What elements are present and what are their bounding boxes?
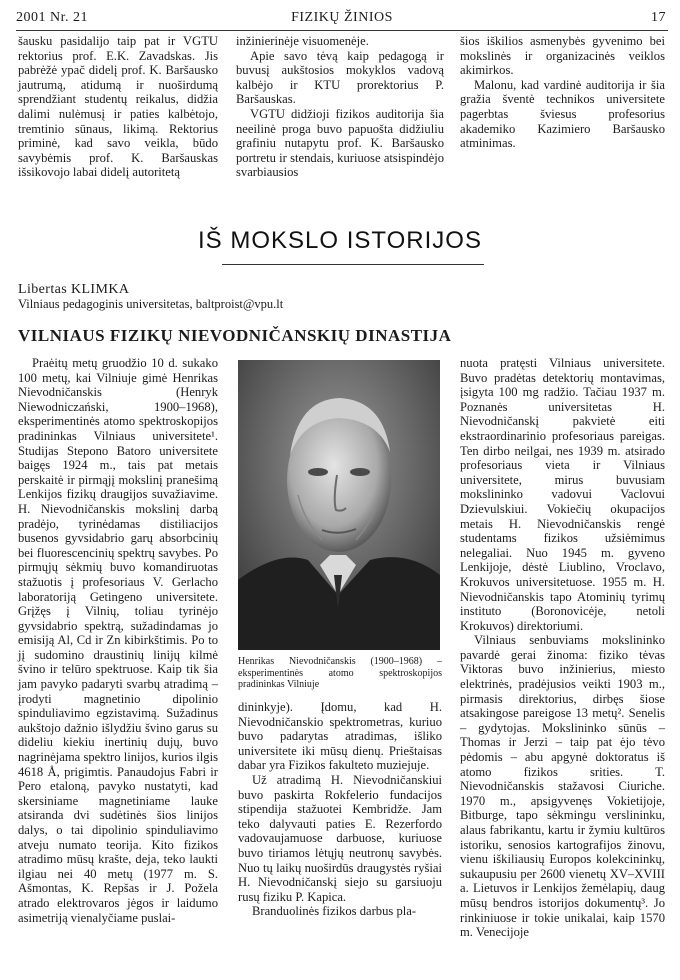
paragraph: šausku pasidalijo taip pat ir VGTU rektorius prof. E.K. Zavadskas. Jis pabrėžė ypač didelį prof. K. Baršausko jautrumą, atidumą ir nuoširdumą sprendžiant studentų reikalus, didžia dalimi nulėmusį ir paties kalbėtojo, tremtinio sūnaus, likimą. Rektorius priminė, kad savo veikla, būdo savybėmis prof. K. Baršauskas išsikovojo labai didelį autoritetą xyxy=(18,34,218,180)
author-name: Libertas KLIMKA xyxy=(18,282,130,297)
paragraph: Apie savo tėvą kaip pedagogą ir buvusį aukštosios mokyklos vadovą kalbėjo ir KTU prorektorius P. Baršauskas. xyxy=(236,48,444,107)
section-title: IŠ MOKSLO ISTORIJOS xyxy=(198,227,482,254)
top-column-1 xyxy=(18,34,218,180)
paragraph: VGTU didžioji fizikos auditorija šia neeilinė proga buvo papuošta didžiuliu grafiniu nutapytu prof. K. Baršausko portretu ir stendais, kuriuose atsispindėjo svarbiausios xyxy=(236,106,444,180)
portrait-photo xyxy=(238,360,440,650)
section-divider xyxy=(222,264,484,265)
top-column-2 xyxy=(236,34,444,180)
paragraph: Branduolinės fizikos darbus pla- xyxy=(252,904,417,919)
paragraph: Už atradimą H. Nievodničanskiui buvo paskirta Rokfelerio fundacijos stipendija stažuotei Kembridže. Jam teko dalyvauti paties E. Rezerfordo vadovaujamuose darbuose, kuriuose buvo tiriamos lėtųjų neutronų savybės. Nuo tų laikų nuoširdūs draugystės ryšiai H. Nievodničanskį siejo su garsiuoju rusų fiziku P. Kapica. xyxy=(238,772,442,904)
article-column-2 xyxy=(238,700,442,919)
photo-caption: Henrikas Nievodničanskis (1900–1968) – eksperimentinės atomo spektroskopijos pradininkas Vilniuje xyxy=(238,656,442,690)
paragraph: Vilniaus senbuviams mokslininko pavardė gerai žinoma: fiziko tėvas Viktoras buvo inžinierius, miesto elektrinės, pradėjusios veikti 1903 m., pirmasis direktorius, dirbęs šiose atsakingose pareigose 13 metų². Senelis – gydytojas. Mokslininko sūnūs – Thomas ir Jerzi – taip pat ėjo tėvo pėdomis – abu apgynė doktoratus iš atomo fizikos srities. T. Nievodničanskis stažavosi Ciuriche. 1970 m., apsigyvenęs Vokietijoje, Bitburge, tapo sėkmingu verslininku, alaus fabrikantu, kartu ir žymiu kultūros istoriku, senosios kartografijos žinovu, vienu iškiliausių Europos kolekcininkų, sukaupusiu per 2600 vienetų XV–XVIII a. Lietuvos ir Lenkijos žemėlapių, daug mūsų bendros istorijos dokumentų³. Jo rinkiniuose ir tokie unikalai, kaip 1570 m. Venecijoje xyxy=(460,633,665,940)
running-header xyxy=(16,8,668,31)
paragraph: nuota pratęsti Vilniaus universitete. Buvo pradėtas detektorių montavimas, įsigyta 100 mg radžio. Tačiau 1937 m. Poznanės universitetas H. Nievodničanskį pakvietė eiti ekstraordinarinio profesoriaus pareigas. Ten dirbo neilgai, nes 1939 m. atsirado profesoriaus vieta ir Vilniaus universitete, mirus buvusiam mokslininko vadovui Vaclovui Dzievulskiui. Vokiečių okupacijos metais H. Nievodničanskis rengė studentams fizikos užsiėmimus nelegaliai. Nuo 1945 m. gyveno Lenkijoje, dėstė Liublino, Vroclavo, Krokuvos universitetuose. 1955 m. H. Nievodničanskis tapo Atominių tyrimų instituto (Boronovicėje, netoli Krokuvos) direktoriumi. xyxy=(460,356,665,633)
article-column-3 xyxy=(460,356,665,940)
article-column-1 xyxy=(18,356,218,925)
paragraph: inžinierinėje visuomenėje. xyxy=(236,34,369,48)
top-column-3 xyxy=(460,34,665,151)
page-number: 17 xyxy=(651,10,666,25)
article-title: VILNIAUS FIZIKŲ NIEVODNIČANSKIŲ DINASTIJA xyxy=(18,326,452,345)
paragraph: Malonu, kad vardinė auditorija ir šia gražia šventė technikos universitete pagerbtas šviesus profesorius akademiko Kazimiero Baršausko atminimas. xyxy=(460,77,665,151)
paragraph: šios iškilios asmenybės gyvenimo bei mokslinės ir organizacinės veiklos akimirkos. xyxy=(460,34,665,78)
issue-number: 2001 Nr. 21 xyxy=(16,10,88,25)
journal-title: FIZIKŲ ŽINIOS xyxy=(291,10,393,25)
author-affiliation: Vilniaus pedagoginis universitetas, baltproist@vpu.lt xyxy=(18,297,284,311)
paragraph: dininkyje). Įdomu, kad H. Nievodničanskio spektrometras, kuriuo buvo padarytas atradimas, išliko universitete iki mūsų dienų. Prieštaisas dabar yra Fizikos fakulteto muziejuje. xyxy=(238,700,442,773)
paragraph: Praėitų metų gruodžio 10 d. sukako 100 metų, kai Vilniuje gimė Henrikas Nievodničanskis (Henryk Niewodniczański, 1900–1968), eksperimentinės atomo spektroskopijos pradininkas Vilniaus universitete¹. Studijas Stepono Batoro universitete baigęs 1924 m., tais pat metais perskaitė ir pirmąjį mokslinį pranešimą Lenkijos fizikų draugijos suvažiavime. H. Nievodničanskis mokslinį darbą pradėjo, tyrinėdamas distiliacijos busenos gyvsidabrio garų absorbcinių bei fluorescencinių spektrų savybes. Po pirmųjų sėkmių buvo komandiruotas stažuotis į profesoriaus V. Gerlacho laboratoriją Getingeno universitete. Grįžęs į Vilnių, toliau tyrinėjo gyvsidabrio spektrą, sužadindamas jo emisiją Al, Cd ir Zn kibirkštimis. Po to jį sudomino draustinių linijų kilmė švino ir telūro spektruose. Kaip tik šia jam pavyko padaryti svarbų atradimą – įrodyti magnetinio dipolinio spinduliavimo egzistavimą. Sužadinus aukštojo dažnio išlydžiu švino garus su dideliu kiekiu inertinių dujų, buvo nagrinėjama spektro linijos, kurios ilgis 4618 Å, prigimtis. Panaudojus Fabri ir Pero etaloną, pavyko nustatyti, kad skersiniame magnetiniame lauke atsiranda dvi sudėtinės šios linijos dalys, o tai dipolinio spinduliavimo atveju numato teorija. Kito fizikos atradimo mūsų krašte, deja, teko laukti ilgiau nei 40 metų (1977 m. S. Ašmontas, K. Repšas ir J. Požela atrado elektrovaros jėgos ir laidumo asimetriją vienalyčiame puslai- xyxy=(18,356,218,925)
